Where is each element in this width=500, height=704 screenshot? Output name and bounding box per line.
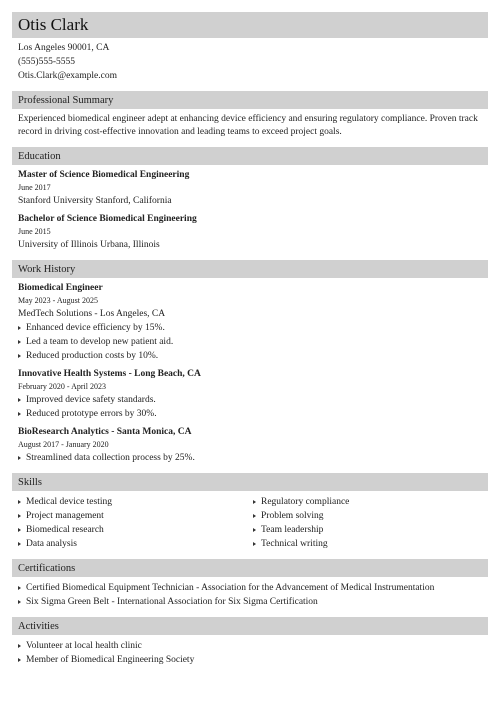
job-bullets [18,393,488,421]
job-dates: February 2020 - April 2023 [18,382,106,391]
activities-section [12,639,488,667]
contact-address: Los Angeles 90001, CA [18,43,110,53]
job-bullet: Reduced prototype errors by 30%. [18,407,488,421]
job-bullet: Reduced production costs by 10%. [18,349,488,363]
education-section-header [12,147,488,165]
bullet-icon [253,500,256,504]
name-banner [12,12,488,38]
certification-item: Certified Biomedical Equipment Technician - Association for the Advancement of Medical Instrumentation [18,581,488,595]
bullet-icon [253,542,256,546]
job-bullet: Led a team to develop new patient aid. [18,335,488,349]
skill-item: Medical device testing [18,495,253,509]
education-title: Education [18,150,61,162]
activity-item: Volunteer at local health clinic [18,639,488,653]
job-bullets [18,451,488,465]
work-section [12,282,488,465]
certification-item: Six Sigma Green Belt - International Association for Six Sigma Certification [18,595,488,609]
job-company: MedTech Solutions - Los Angeles, CA [18,309,166,319]
education-entry [18,213,488,252]
skill-item: Regulatory compliance [253,495,488,509]
bullet-icon [18,586,21,590]
activities-list [18,639,488,667]
bullet-icon [18,528,21,532]
job-heading: Biomedical Engineer [18,283,103,293]
summary-section-header [12,91,488,109]
job-dates: August 2017 - January 2020 [18,440,109,449]
contact-info [12,41,488,83]
job-entry [18,426,488,465]
contact-email: Otis.Clark@example.com [18,71,117,81]
candidate-name: Otis Clark [18,15,89,34]
bullet-icon [18,542,21,546]
job-bullet: Enhanced device efficiency by 15%. [18,321,488,335]
bullet-icon [18,514,21,518]
bullet-icon [18,456,21,460]
activity-item: Member of Biomedical Engineering Society [18,653,488,667]
activities-section-header [12,617,488,635]
bullet-icon [18,600,21,604]
certifications-section-header [12,559,488,577]
job-bullet: Streamlined data collection process by 25%. [18,451,488,465]
summary-section [12,113,488,139]
skills-title: Skills [18,476,42,488]
certifications-list [18,581,488,609]
skill-item: Team leadership [253,523,488,537]
activities-title: Activities [18,620,59,632]
skill-item: Data analysis [18,537,253,551]
graduation-date: June 2015 [18,227,51,236]
job-dates: May 2023 - August 2025 [18,296,98,305]
job-entry [18,368,488,421]
job-heading: Innovative Health Systems - Long Beach, CA [18,369,201,379]
job-entry [18,282,488,363]
graduation-date: June 2017 [18,183,51,192]
bullet-icon [253,528,256,532]
summary-title: Professional Summary [18,94,114,106]
skill-item: Problem solving [253,509,488,523]
school: Stanford University Stanford, California [18,196,172,206]
skills-left-column [18,495,253,551]
job-bullet: Improved device safety standards. [18,393,488,407]
skills-section-header [12,473,488,491]
bullet-icon [18,340,21,344]
bullet-icon [18,500,21,504]
skill-item: Biomedical research [18,523,253,537]
work-section-header [12,260,488,278]
work-title: Work History [18,263,76,275]
degree: Master of Science Biomedical Engineering [18,170,190,180]
certifications-title: Certifications [18,562,76,574]
skills-section [12,495,488,551]
bullet-icon [18,398,21,402]
bullet-icon [18,354,21,358]
contact-phone: (555)555-5555 [18,57,75,67]
education-entry [18,169,488,208]
degree: Bachelor of Science Biomedical Engineering [18,214,197,224]
bullet-icon [18,326,21,330]
education-section [12,169,488,252]
skill-item: Project management [18,509,253,523]
job-heading: BioResearch Analytics - Santa Monica, CA [18,427,192,437]
certifications-section [12,581,488,609]
bullet-icon [18,644,21,648]
job-bullets [18,321,488,363]
bullet-icon [18,412,21,416]
school: University of Illinois Urbana, Illinois [18,240,160,250]
bullet-icon [18,658,21,662]
skills-right-column [253,495,488,551]
bullet-icon [253,514,256,518]
skill-item: Technical writing [253,537,488,551]
summary-text: Experienced biomedical engineer adept at enhancing device efficiency and ensuring regulatory compliance. Proven track record in driving cost-effective innovation and leading teams to exceed project goals. [18,114,478,137]
